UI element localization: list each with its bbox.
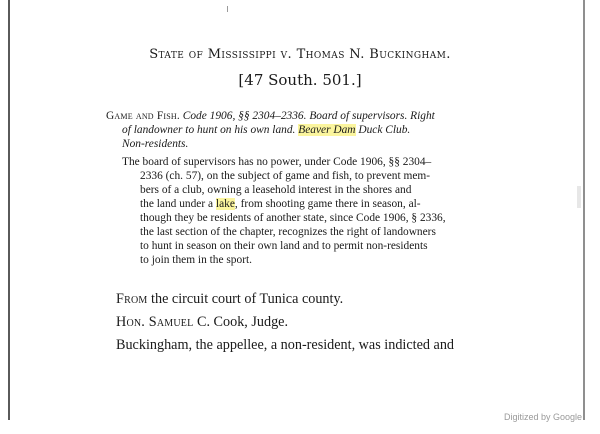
right-page-edge bbox=[583, 0, 585, 420]
holding-line-4-pre: the land under a bbox=[140, 198, 214, 210]
case-title: State of Mississippi v. Thomas N. Buckingham. bbox=[149, 47, 451, 62]
scan-mark bbox=[227, 6, 228, 12]
holding-line-7: to hunt in season on their own land and to permit non-residents bbox=[140, 240, 428, 252]
holding-line-5: though they be residents of another state, since Code 1906, § 2336, bbox=[140, 212, 446, 224]
syllabus-line-2-pre: of landowner to hunt on his own land. bbox=[122, 124, 296, 136]
highlight-beaver-dam: Beaver Dam bbox=[298, 124, 356, 136]
holding-line-1: The board of supervisors has no power, under Code 1906, §§ 2304– bbox=[122, 156, 432, 168]
syllabus-line-2 bbox=[122, 123, 410, 137]
body-line-3: Buckingham, the appellee, a non-resident, was indicted and bbox=[116, 337, 455, 353]
syllabus-line-3: Non-residents. bbox=[122, 138, 189, 150]
body-line-2 bbox=[116, 313, 288, 331]
holding-line-4 bbox=[140, 197, 421, 211]
scan-smudge bbox=[577, 186, 581, 208]
holding-line-2: 2336 (ch. 57), on the subject of game and fish, to prevent mem- bbox=[140, 170, 431, 182]
syllabus-code: Code 1906, §§ 2304–2336. bbox=[182, 110, 307, 122]
body-line-1-caps: From bbox=[116, 291, 148, 307]
syllabus-line-2-post: Duck Club. bbox=[358, 124, 411, 136]
syllabus-line-1 bbox=[106, 109, 435, 123]
case-citation: [47 South. 501.] bbox=[238, 71, 362, 89]
body-line-2-rest: C. Cook, Judge. bbox=[196, 314, 289, 330]
holding-line-8: to join them in the sport. bbox=[140, 254, 252, 266]
syllabus-line-1-rest: Board of supervisors. Right bbox=[309, 110, 435, 122]
body-line-1-rest: the circuit court of Tunica county. bbox=[151, 291, 344, 307]
holding-line-4-post: , from shooting game there in season, al- bbox=[234, 198, 421, 210]
left-page-edge bbox=[8, 0, 10, 420]
digitized-watermark: Digitized by Google bbox=[503, 412, 582, 422]
holding-line-3: bers of a club, owning a leasehold interest in the shores and bbox=[140, 184, 412, 196]
body-line-1 bbox=[116, 290, 343, 308]
syllabus-topic: Game and Fish. bbox=[106, 110, 180, 122]
holding-line-6: the last section of the chapter, recognizes the right of landowners bbox=[140, 226, 436, 238]
highlight-lake: lake bbox=[215, 198, 235, 210]
body-line-2-caps: Hon. Samuel bbox=[116, 314, 194, 330]
